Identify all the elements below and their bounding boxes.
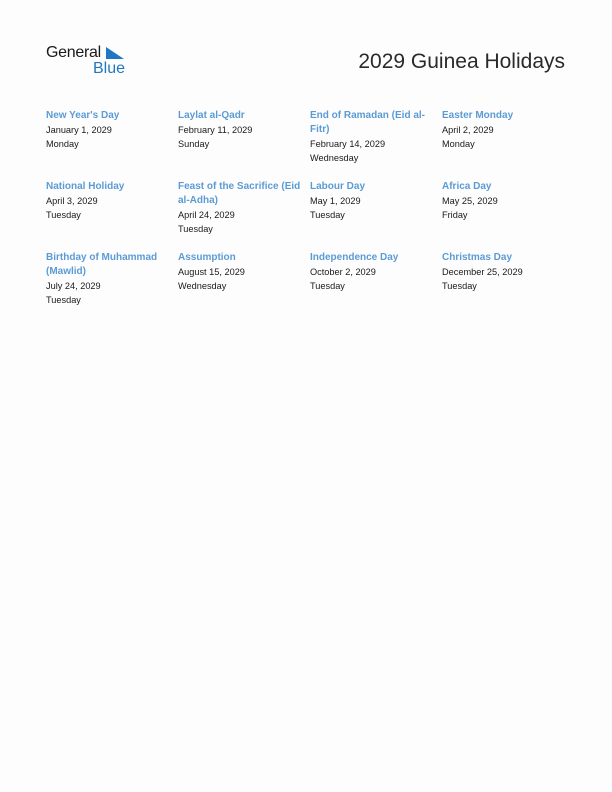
holiday-date: August 15, 2029 (178, 267, 245, 277)
logo-text-blue: Blue (93, 60, 126, 77)
holiday-date: April 2, 2029 (442, 125, 494, 135)
holiday-weekday: Tuesday (310, 210, 345, 220)
holiday-name: Easter Monday (442, 110, 514, 121)
holiday-name: Laylat al-Qadr (178, 110, 245, 121)
holiday-name: Feast of the Sacrifice (Eid al-Adha) (178, 181, 301, 206)
holiday-weekday: Sunday (178, 139, 210, 149)
holiday-weekday: Tuesday (46, 210, 81, 220)
holiday-date: December 25, 2029 (442, 267, 523, 277)
holiday-weekday: Monday (442, 139, 475, 149)
holiday-date: July 24, 2029 (46, 281, 101, 291)
holiday-date: April 3, 2029 (46, 196, 98, 206)
holiday-weekday: Tuesday (310, 281, 345, 291)
brand-logo (46, 44, 136, 80)
holiday-item (310, 180, 442, 251)
holiday-date: January 1, 2029 (46, 125, 112, 135)
holiday-item (442, 109, 574, 180)
holiday-name: End of Ramadan (Eid al-Fitr) (310, 110, 426, 135)
holiday-item (442, 251, 574, 322)
page-title: 2029 Guinea Holidays (358, 50, 565, 73)
logo-text-general: General (46, 44, 101, 61)
holiday-date: February 14, 2029 (310, 139, 386, 149)
holiday-name: Labour Day (310, 181, 366, 192)
holiday-item (46, 251, 178, 322)
holiday-grid (46, 109, 576, 322)
holiday-date: May 1, 2029 (310, 196, 361, 206)
holiday-item (46, 109, 178, 180)
holiday-item (178, 251, 310, 322)
holiday-item (442, 180, 574, 251)
holiday-weekday: Wednesday (310, 153, 359, 163)
holiday-weekday: Tuesday (178, 224, 213, 234)
holiday-date: February 11, 2029 (178, 125, 253, 135)
holiday-date: April 24, 2029 (178, 210, 235, 220)
holiday-item (178, 180, 310, 251)
holiday-date: May 25, 2029 (442, 196, 498, 206)
holiday-weekday: Monday (46, 139, 79, 149)
holiday-item (178, 109, 310, 180)
logo-triangle-icon (106, 47, 126, 61)
holiday-name: Birthday of Muhammad (Mawlid) (46, 252, 158, 277)
holiday-weekday: Wednesday (178, 281, 227, 291)
holiday-item (310, 109, 442, 180)
holiday-name: National Holiday (46, 181, 125, 192)
holiday-name: Christmas Day (442, 252, 513, 263)
holiday-name: New Year's Day (46, 110, 120, 121)
holiday-item (310, 251, 442, 322)
holiday-weekday: Friday (442, 210, 468, 220)
holiday-item (46, 180, 178, 251)
holiday-name: Africa Day (442, 181, 492, 192)
holiday-name: Assumption (178, 252, 236, 263)
holiday-date: October 2, 2029 (310, 267, 376, 277)
holiday-weekday: Tuesday (46, 295, 81, 305)
holiday-name: Independence Day (310, 252, 399, 263)
holiday-weekday: Tuesday (442, 281, 477, 291)
